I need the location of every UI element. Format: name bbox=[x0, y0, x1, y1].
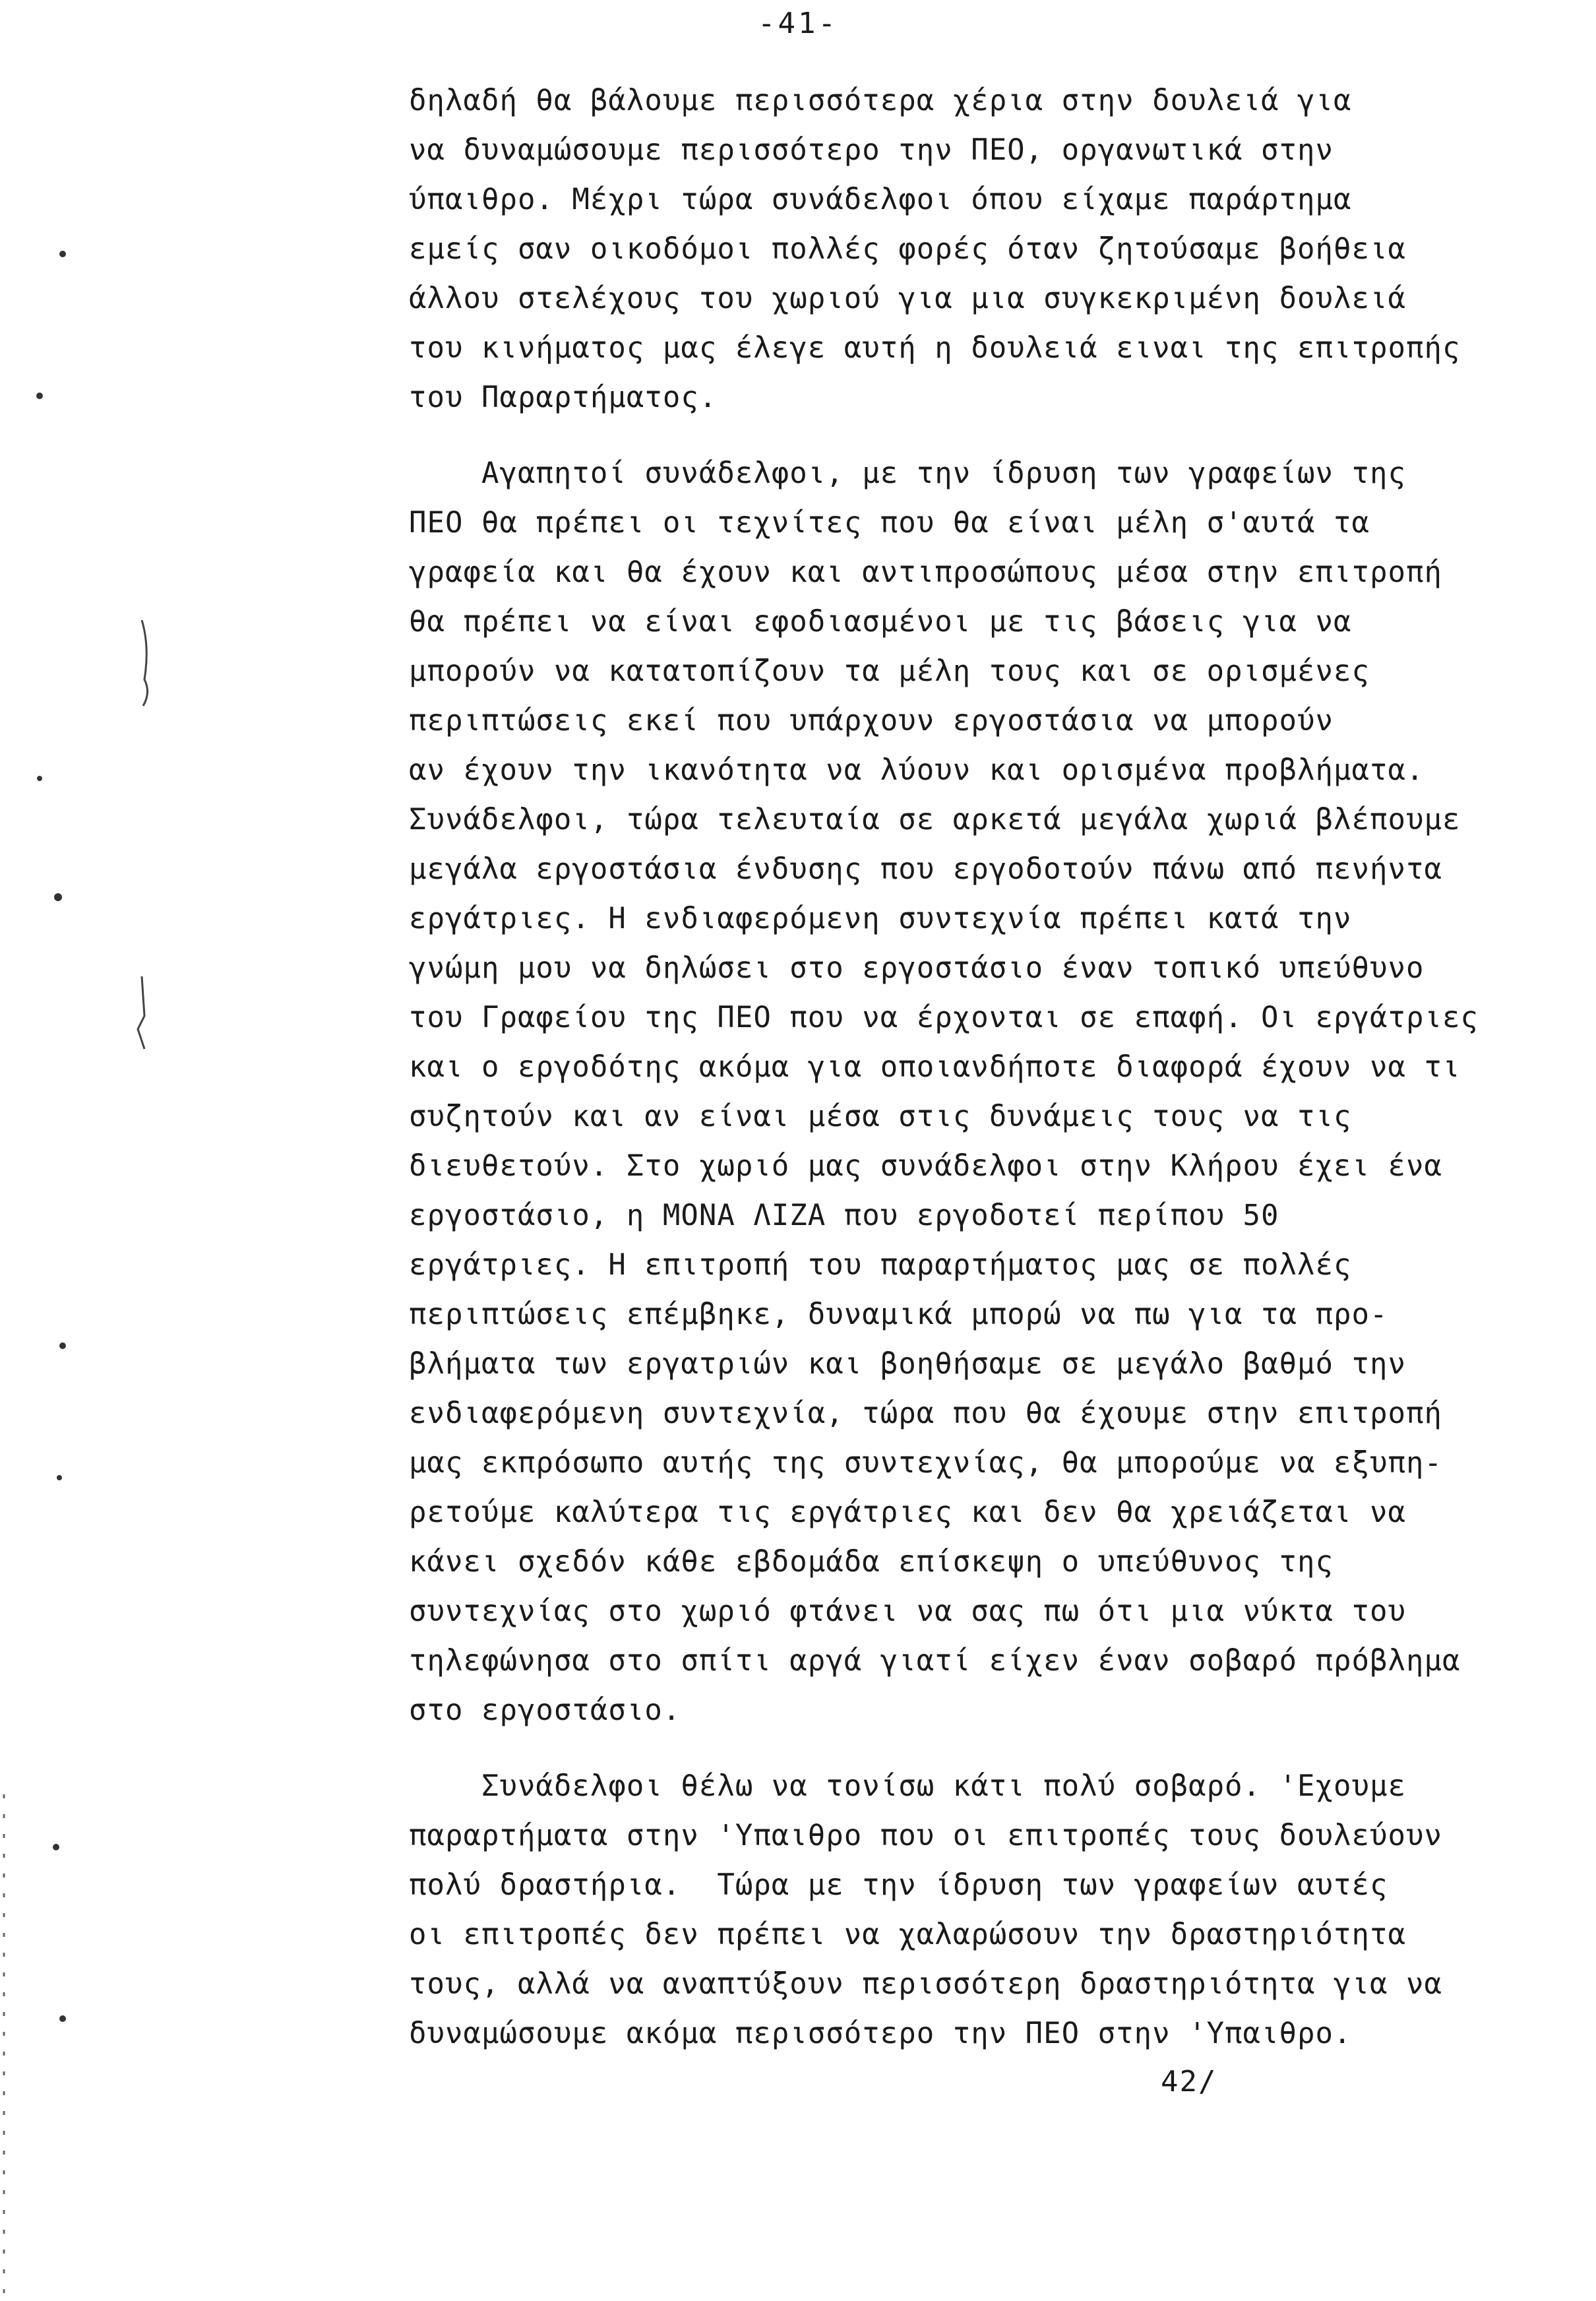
text-line: μεγάλα εργοστάσια ένδυσης που εργοδοτούν πάνω από πενήντα bbox=[409, 852, 1442, 886]
text-line: Συνάδελφοι θέλω να τονίσω κάτι πολύ σοβαρό. 'Εχουμε bbox=[409, 1769, 1406, 1803]
page-number: -41- bbox=[758, 7, 838, 40]
text-line: Αγαπητοί συνάδελφοι, με την ίδρυση των γραφείων της bbox=[409, 457, 1406, 490]
text-line: εργάτριες. Η επιτροπή του παραρτήματος μας σε πολλές bbox=[409, 1248, 1352, 1282]
text-line: πολύ δραστήρια. Τώρα με την ίδρυση των γραφείων αυτές bbox=[409, 1868, 1388, 1902]
text-line: βλήματα των εργατριών και βοηθήσαμε σε μεγάλο βαθμό την bbox=[409, 1347, 1406, 1381]
text-line: κάνει σχεδόν κάθε εβδομάδα επίσκεψη ο υπεύθυνος της bbox=[409, 1545, 1334, 1579]
document-body bbox=[0, 76, 1596, 2058]
text-line: θα πρέπει να είναι εφοδιασμένοι με τις βάσεις για να bbox=[409, 605, 1352, 639]
text-line: να δυναμώσουμε περισσότερο την ΠΕΟ, οργανωτικά στην bbox=[409, 133, 1334, 167]
text-line: γνώμη μου να δηλώσει στο εργοστάσιο έναν τοπικό υπεύθυνο bbox=[409, 951, 1425, 985]
text-line: μπορούν να κατατοπίζουν τα μέλη τους και σε ορισμένες bbox=[409, 654, 1370, 688]
text-line: εργοστάσιο, η ΜΟΝΑ ΛΙΖΑ που εργοδοτεί περίπου 50 bbox=[409, 1199, 1279, 1232]
text-line: ύπαιθρο. Μέχρι τώρα συνάδελφοι όπου είχαμε παράρτημα bbox=[409, 183, 1352, 216]
text-line: συντεχνίας στο χωριό φτάνει να σας πω ότι μια νύκτα του bbox=[409, 1594, 1406, 1628]
text-line: αν έχουν την ικανότητα να λύουν και ορισμένα προβλήματα. bbox=[409, 753, 1425, 787]
text-line: περιπτώσεις εκεί που υπάρχουν εργοστάσια να μπορούν bbox=[409, 704, 1334, 738]
paragraph-gap bbox=[0, 1735, 1596, 1761]
text-line: στο εργοστάσιο. bbox=[409, 1693, 681, 1727]
text-line: Συνάδελφοι, τώρα τελευταία σε αρκετά μεγάλα χωριά βλέπουμε bbox=[409, 803, 1461, 836]
text-line: του Γραφείου της ΠΕΟ που να έρχονται σε επαφή. Οι εργάτριες bbox=[409, 1001, 1479, 1034]
text-line: παραρτήματα στην 'Υπαιθρο που οι επιτροπές τους δουλεύουν bbox=[409, 1819, 1442, 1852]
text-line: διευθετούν. Στο χωριό μας συνάδελφοι στην Κλήρου έχει ένα bbox=[409, 1149, 1442, 1183]
paragraph-2 bbox=[0, 449, 1596, 1735]
text-line: γραφεία και θα έχουν και αντιπροσώπους μέσα στην επιτροπή bbox=[409, 555, 1442, 589]
text-line: τους, αλλά να αναπτύξουν περισσότερη δραστηριότητα για να bbox=[409, 1967, 1442, 2001]
text-line: περιπτώσεις επέμβηκε, δυναμικά μπορώ να πω για τα προ- bbox=[409, 1298, 1388, 1331]
text-line: οι επιτροπές δεν πρέπει να χαλαρώσουν την δραστηριότητα bbox=[409, 1918, 1406, 1951]
text-line: δυναμώσουμε ακόμα περισσότερο την ΠΕΟ στην 'Υπαιθρο. bbox=[409, 2017, 1352, 2050]
continuation-marker: 42/ bbox=[1161, 2065, 1217, 2098]
paragraph-3 bbox=[0, 1761, 1596, 2058]
text-line: του κινήματος μας έλεγε αυτή η δουλειά ειναι της επιτροπής bbox=[409, 331, 1461, 365]
text-line: ενδιαφερόμενη συντεχνία, τώρα που θα έχουμε στην επιτροπή bbox=[409, 1397, 1442, 1430]
text-line: άλλου στελέχους του χωριού για μια συγκεκριμένη δουλειά bbox=[409, 282, 1406, 315]
text-line: και ο εργοδότης ακόμα για οποιανδήποτε διαφορά έχουν να τι bbox=[409, 1050, 1461, 1084]
text-line: μας εκπρόσωπο αυτής της συντεχνίας, θα μπορούμε να εξυπη- bbox=[409, 1446, 1442, 1480]
text-line: του Παραρτήματος. bbox=[409, 381, 718, 414]
text-line: συζητούν και αν είναι μέσα στις δυνάμεις τους να τις bbox=[409, 1100, 1352, 1133]
text-line: ΠΕΟ θα πρέπει οι τεχνίτες που θα είναι μέλη σ'αυτά τα bbox=[409, 506, 1370, 540]
text-line: ρετούμε καλύτερα τις εργάτριες και δεν θα χρειάζεται να bbox=[409, 1496, 1406, 1529]
text-line: εργάτριες. Η ενδιαφερόμενη συντεχνία πρέπει κατά την bbox=[409, 902, 1352, 935]
text-line: δηλαδή θα βάλουμε περισσότερα χέρια στην δουλειά για bbox=[409, 84, 1352, 117]
text-line: τηλεφώνησα στο σπίτι αργά γιατί είχεν έναν σοβαρό πρόβλημα bbox=[409, 1644, 1461, 1678]
text-line: εμείς σαν οικοδόμοι πολλές φορές όταν ζητούσαμε βοήθεια bbox=[409, 232, 1406, 266]
paragraph-1 bbox=[0, 76, 1596, 422]
paragraph-gap bbox=[0, 422, 1596, 449]
